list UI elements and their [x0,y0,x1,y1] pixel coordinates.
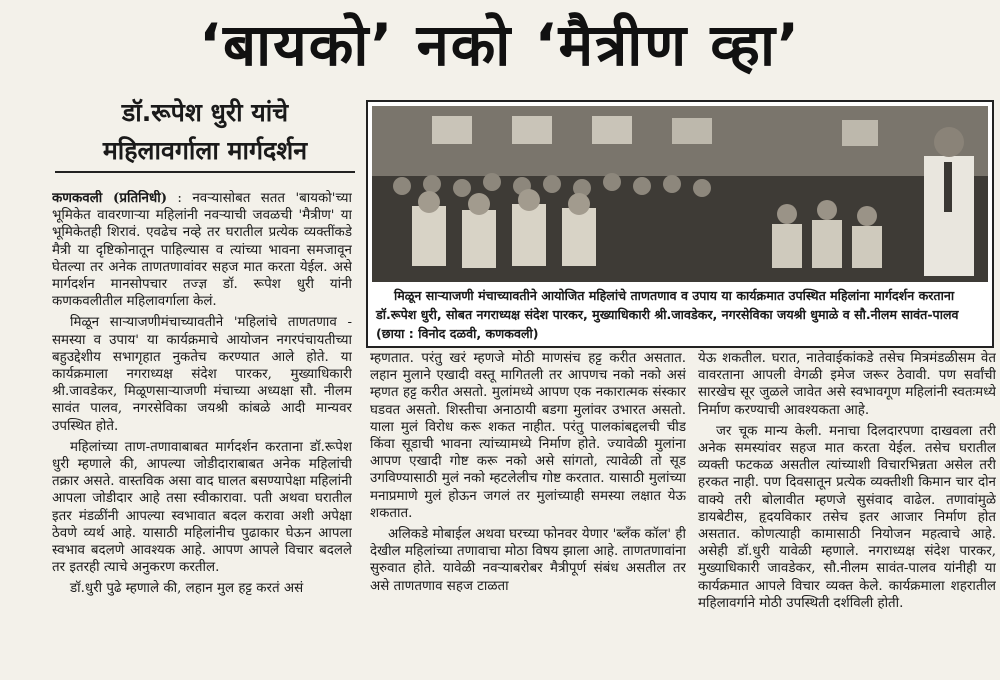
article-column-left [52,190,352,676]
photo-caption: मिळून साऱ्याजणी मंचाच्यावतीने आयोजित महिलांचे ताणतणाव व उपाय या कार्यक्रमात उपस्थित महिलांना मार्गदर्शन करताना डॉ.रूपेश धुरी, सोबत नगराध्यक्ष संदेश पारकर, मुख्याधिकारी श्री.जावडेकर, नगरसेविका जयश्री धुमाळे व सौ.नीलम सावंत-पालव (छाया : विनोद दळवी, कणकवली) [376,288,959,341]
article-paragraph [52,190,352,310]
article-paragraph: महिलांच्या ताण-तणावाबाबत मार्गदर्शन करताना डॉ.रूपेश धुरी म्हणाले की, आपल्या जोडीदाराबाबत अनेक महिलांची तक्रार असते. वास्तविक असा वाद घालत बसण्यापेक्षा महिलांनी आपला जोडीदार आहे तसा स्वीकारावा. पती अथवा घरातील इतर मंडळींनी आपल्या स्वभावात बदल करावा अशी अपेक्षा ठेवणे व्यर्थ आहे. यासाठी महिलांनीच पुढाकार घेऊन आपला स्वभाव बदलणे आवश्यक आहे. आपण आपले विचार बदलले तर इतरही त्याचे अनुकरण करतील. [52,439,352,576]
article-column-right [698,350,996,676]
article-column-middle [370,350,686,676]
article-paragraph: मिळून साऱ्याजणीमंचाच्यावतीने 'महिलांचे ताणतणाव - समस्या व उपाय' या कार्यक्रमाचे आयोजन नगरपंचायतीच्या बहुउद्देशीय सभागृहात नुकतेच करण्यात आले होते. या कार्यक्रमाला नगराध्यक्ष संदेश पारकर, मुख्याधिकारी श्री.जावडेकर, मिळूणसाऱ्याजणी मंचाच्या अध्यक्षा सौ. नीलम सावंत पालव, नगरसेविका जयश्री कांबळे आदी मान्यवर उपस्थित होते. [52,315,352,434]
article-paragraph: म्हणतात. परंतु खरं म्हणजे मोठी माणसंच हट्ट करीत असतात. लहान मुलाने एखादी वस्तू मागितली तर आपणच नको नको असं म्हणत हट्ट करीत असतो. मुलांमध्ये आपण एक नकारात्मक संस्कार घडवत असतो. शिस्तीचा अनाठायी बडगा मुलांवर उभारत असतो. याला मुलं विरोध करू शकत नाहीत. परंतु पालकांबद्दलची चीड किंवा सूडाची भावना त्यांच्यामध्ये निर्माण होते. ज्यावेळी मुलांना आपण एखादी गोष्ट करू नको असे सांगतो, त्यावेळी तो सूड उगविण्यासाठी मुलं नको म्हटलेलीच गोष्ट करतात. यासाठी मुलांच्या मनाप्रमाणे मुलं होऊन जगलं तर मुलांच्याही समस्या लक्षात येऊ शकतात. [370,351,686,521]
subhead-line-2: महिलावर्गाला मार्गदर्शन [55,134,355,173]
event-photo [372,106,988,282]
subheadline [50,96,360,173]
event-photo-illustration [372,106,988,282]
article-paragraph: अलिकडे मोबाईल अथवा घरच्या फोनवर येणार 'ब्लॅंक कॉल' ही देखील महिलांच्या तणावाचा मोठा विषय झाला आहे. ताणतणावांना सुरुवात होते. यावेळी नवऱ्याबरोबर मैत्रीपूर्ण संबंध असतील तर असे ताणतणाव सहज टाळता [370,527,686,594]
paragraph-text: : नवऱ्यासोबत सतत 'बायको'च्या भूमिकेत वावरणाऱ्या महिलांनी नवऱ्याची जवळची 'मैत्रीण' या भूमिकेतही शिरावं. एवढेच नव्हे तर घरातील प्रत्येक व्यक्तींकडे मैत्री या दृष्टिकोनातून पाहिल्यास व त्यांच्या भावना समजावून घेतल्या तर अनेक ताणतणावांवर सहज मात करता येईल. असे मार्गदर्शन मानसोपचार तज्ज्ञ डॉ. रूपेश धुरी यांनी कणकवलीतील महिलावर्गाला केलं. [52,191,352,310]
article-paragraph: डॉ.धुरी पुढे म्हणाले की, लहान मुल हट्ट करतं असं [70,581,304,597]
article-paragraph: येऊ शकतील. घरात, नातेवाईकांकडे तसेच मित्रमंडळीसम वेत वावरताना आपली वेगळी इमेज जरूर ठेवावी. पण सर्वांची सारखेच सूर जुळले जावेत असे स्वभावगूण महिलांनी स्वतःमध्ये निर्माण करण्याची आवश्यकता आहे. [698,351,996,418]
headline: ‘बायको’ नको ‘मैत्रीण व्हा’ [198,11,802,79]
photo-box [366,100,994,348]
article-paragraph: जर चूक मान्य केली. मनाचा दिलदारपणा दाखवला तरी अनेक समस्यांवर सहज मात करता येईल. तसेच घरातील व्यक्ती फटकळ असतील त्यांच्याशी विचारभिन्नता असेल तरी हरकत नाही. पण दिवसातून प्रत्येक व्यक्तीशी किमान चार दोन वाक्ये तरी बोलावीत म्हणजे सुसंवाद वाढेल. तणावांमुळे डायबेटीस, हृदयविकार तसेच इतर आजार निर्माण होत असतात. कोणत्याही कामासाठी नियोजन महत्वाचे आहे. असेही डॉ.धुरी यावेळी म्हणाले. नगराध्यक्ष संदेश पारकर, मुख्याधिकारी जावडेकर, सौ.नीलम सावंत-पालव यांनीही या कार्यक्रमात आपले विचार व्यक्त केले. कार्यक्रमाला शहरातील महिलावर्गाने मोठी उपस्थिती दर्शविली होती. [698,423,996,611]
dateline: कणकवली (प्रतिनिधी) [52,190,168,206]
subhead-line-1: डॉ.रूपेश धुरी यांचे [121,98,289,127]
